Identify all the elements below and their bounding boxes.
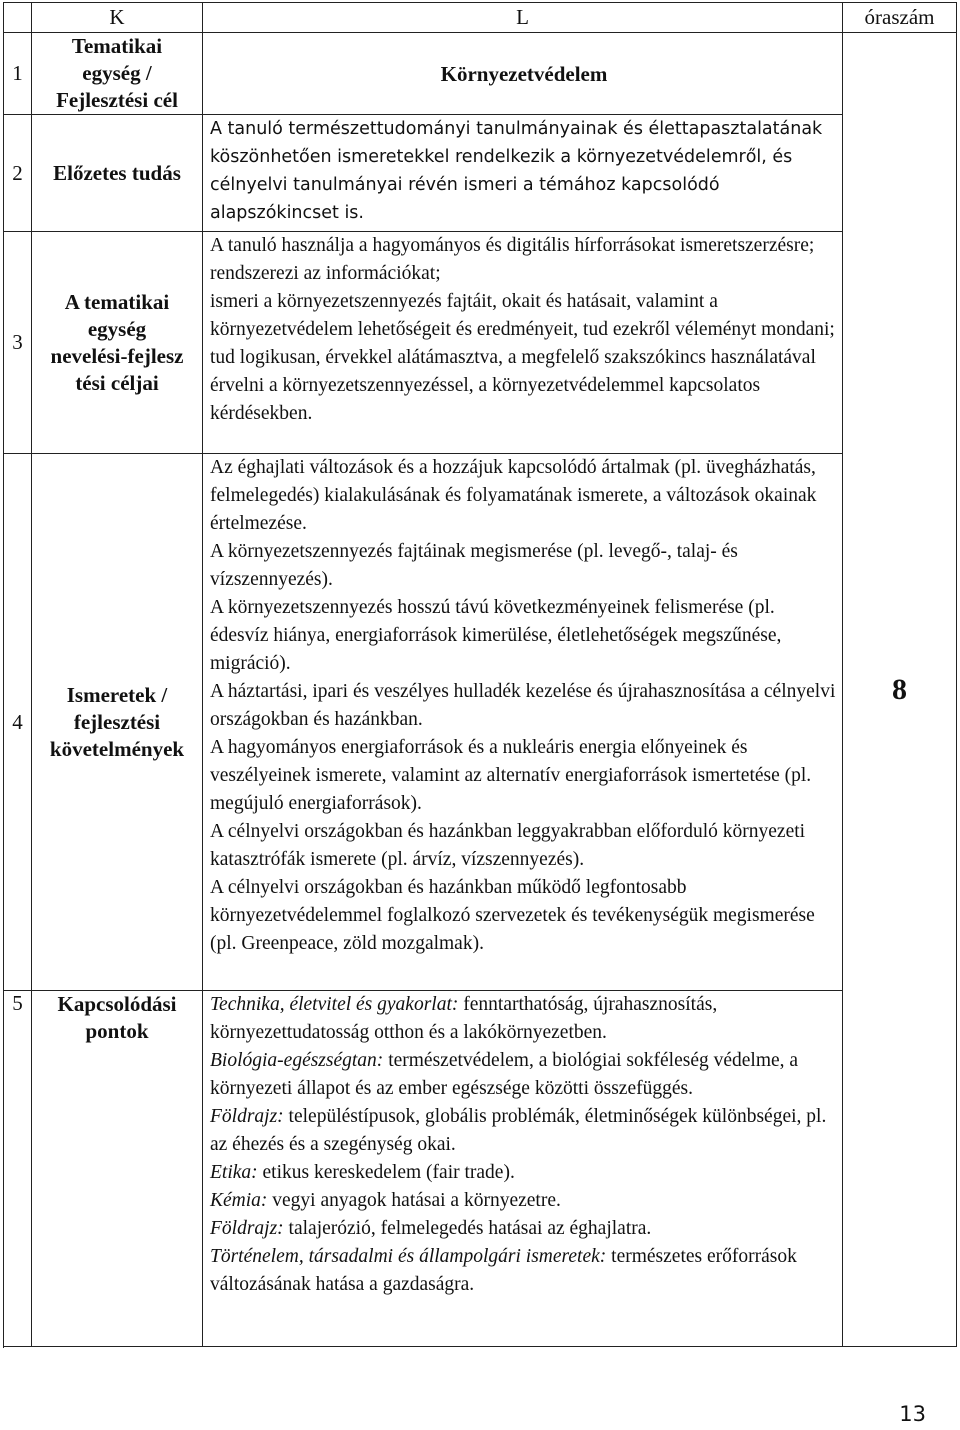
- row-label-text: Kapcsolódási pontok: [57, 992, 177, 1043]
- row-label-text: Ismeretek / fejlesztési követelmények: [49, 682, 185, 761]
- connection-subject: Technika, életvitel és gyakorlat:: [210, 994, 459, 1015]
- connection-subject: Kémia:: [210, 1190, 268, 1211]
- connection-item: [210, 1243, 838, 1299]
- requirement-paragraph: A háztartási, ipari és veszélyes hulladék kezelése és újrahasznosítása a célnyelvi országokban és hazánkban.: [210, 681, 836, 730]
- goal-paragraph: tud logikusan, érvekkel alátámasztva, a megfelelő szakszókincs használatával érvelni a környezetszennyezéssel, a környezetvédelemmel kapcsolatos kérdésekben.: [210, 347, 816, 424]
- connection-text: természetes erőforrások változásának hatása a gazdaságra.: [210, 1246, 797, 1295]
- row-number-4: [4, 454, 32, 991]
- header-k-cell: [32, 3, 203, 33]
- unit-title-text: Környezetvédelem: [440, 61, 608, 86]
- row-label-text: Tematikai egység / Fejlesztési cél: [56, 34, 178, 112]
- header-l: L: [516, 5, 529, 29]
- connection-item: [210, 1215, 838, 1243]
- connection-item: [210, 991, 838, 1047]
- row-label-elozetes-tudas: [32, 115, 203, 232]
- row-number-2: [4, 115, 32, 232]
- header-k: K: [109, 5, 125, 29]
- connection-text: fenntarthatóság, újrahasznosítás, környezettudatosság otthon és a lakókörnyezetben.: [210, 994, 718, 1043]
- row-label-nevelesi-celok: [32, 232, 203, 454]
- row-number-3: [4, 232, 32, 454]
- connection-text: etikus kereskedelem (fair trade).: [257, 1162, 515, 1183]
- requirement-paragraph: A hagyományos energiaforrások és a nukleáris energia előnyeinek és veszélyeinek ismerete, valamint az alternatív energiaforrások ismertetése (pl. megújuló energiaforrások).: [210, 737, 812, 814]
- row-label-kapcsolodasi-pontok: [32, 991, 203, 1347]
- connection-text: talajerózió, felmelegedés hatásai az éghajlatra.: [283, 1218, 652, 1239]
- header-l-cell: [203, 3, 843, 33]
- header-oraszam-cell: [843, 3, 957, 33]
- header-num-cell: [4, 3, 32, 33]
- row-number-1: [4, 33, 32, 115]
- requirement-paragraph: Az éghajlati változások és a hozzájuk kapcsolódó ártalmak (pl. üvegházhatás, felmelegedés) kialakulásának és folyamatának ismerete, a változások okainak értelmezése.: [210, 457, 817, 534]
- requirement-paragraph: A célnyelvi országokban és hazánkban leggyakrabban előforduló környezeti katasztrófák ismerete (pl. árvíz, vízszennyezés).: [210, 821, 806, 870]
- connection-subject: Földrajz:: [210, 1106, 284, 1127]
- connection-item: [210, 1103, 838, 1159]
- connection-item: [210, 1159, 838, 1187]
- prior-knowledge-paragraph: A tanuló természettudományi tanulmányainak és élettapasztalatának köszönhetően ismeretekkel rendelkezik a környezetvédelemről, és célnyelvi tanulmányai révén ismeri a témához kapcsolódó alapszókincset is.: [210, 119, 823, 223]
- goal-paragraph: A tanuló használja a hagyományos és digitális hírforrásokat ismeretszerzésre; rendszerezi az információkat;: [210, 235, 815, 284]
- row-number-text: 4: [12, 709, 23, 734]
- requirement-paragraph: A célnyelvi országokban és hazánkban működő legfontosabb környezetvédelemmel foglalkozó szervezetek és tevékenységük megismerése (pl. Greenpeace, zöld mozgalmak).: [210, 877, 815, 954]
- row-number-text: 1: [12, 61, 23, 85]
- header-oraszam: óraszám: [864, 5, 935, 29]
- row-label-text: A tematikai egység nevelési-fejlesz tési céljai: [50, 289, 184, 395]
- unit-title: [203, 33, 843, 115]
- connection-text: természetvédelem, a biológiai sokféleség védelme, a környezeti állapot és az ember egészsége közötti összefüggés.: [210, 1050, 799, 1099]
- curriculum-table: [3, 2, 957, 1348]
- connection-points: [203, 991, 843, 1347]
- row-label-text: Előzetes tudás: [53, 160, 181, 185]
- development-goals: [203, 232, 843, 454]
- connection-text: vegyi anyagok hatásai a környezetre.: [267, 1190, 561, 1211]
- row-number-text: 3: [12, 330, 23, 354]
- connection-subject: Biológia-egészségtan:: [210, 1050, 384, 1071]
- hours-value-cell: [843, 33, 957, 1347]
- requirement-paragraph: A környezetszennyezés fajtáinak megismerése (pl. levegő-, talaj- és vízszennyezés).: [210, 541, 738, 590]
- row-label-ismeretek: [32, 454, 203, 991]
- prior-knowledge-text: [203, 115, 843, 232]
- connection-item: [210, 1047, 838, 1103]
- hours-value: 8: [892, 672, 907, 706]
- row-label-tematikai-egyseg: [32, 33, 203, 115]
- goal-paragraph: ismeri a környezetszennyezés fajtáit, okait és hatásait, valamint a környezetvédelem lehetőségeit és eredményeit, tud ezekről véleményt mondani;: [210, 291, 835, 340]
- connection-subject: Földrajz:: [210, 1218, 284, 1239]
- connection-text: településtípusok, globális problémák, életminőségek különbségei, pl. az éhezés és a szegénység okai.: [210, 1106, 827, 1155]
- row-number-5: [4, 991, 32, 1347]
- requirement-paragraph: A környezetszennyezés hosszú távú következményeinek felismerése (pl. édesvíz hiánya, energiaforrások kimerülése, életlehetőségek megszűnése, migráció).: [210, 597, 782, 674]
- row-number-text: 5: [12, 991, 23, 1015]
- connection-subject: Etika:: [210, 1162, 258, 1183]
- connection-item: [210, 1187, 838, 1215]
- knowledge-requirements: [203, 454, 843, 991]
- row-number-text: 2: [12, 160, 23, 185]
- page-number: 13: [899, 1402, 926, 1426]
- connection-subject: Történelem, társadalmi és állampolgári ismeretek:: [210, 1246, 607, 1267]
